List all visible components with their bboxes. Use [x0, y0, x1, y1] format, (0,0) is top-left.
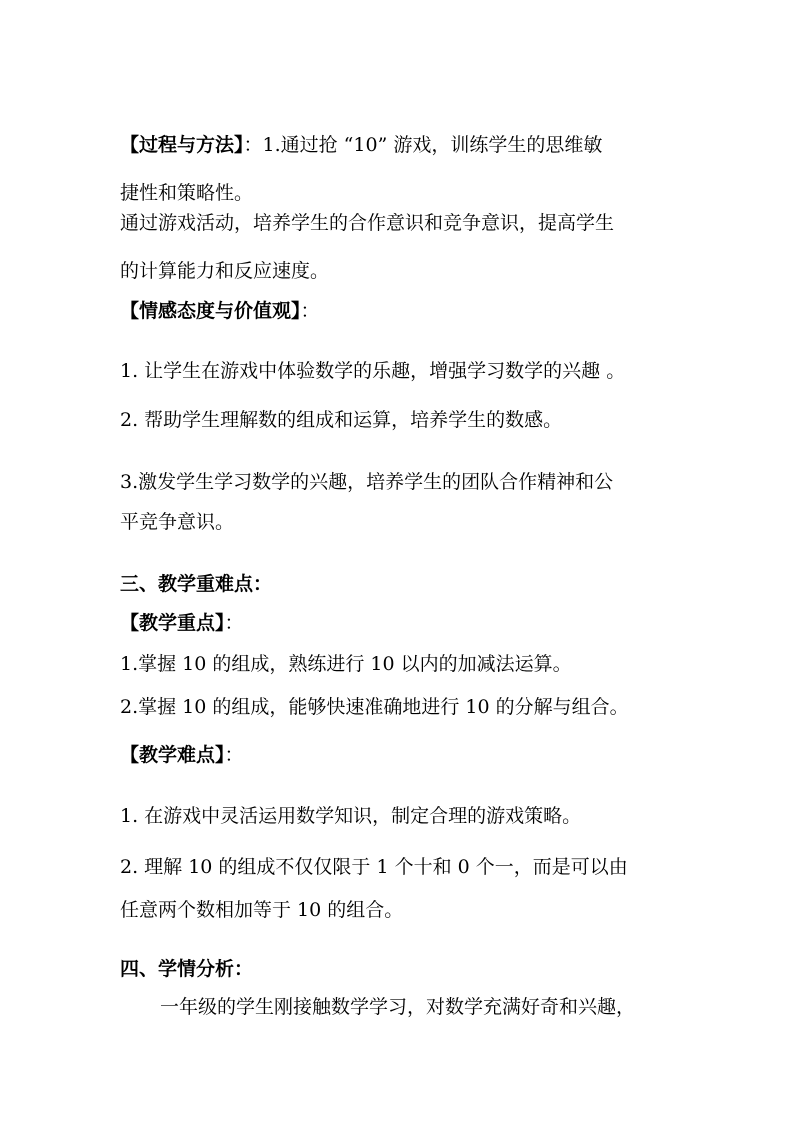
key-point-2: 2.掌握 10 的组成，能够快速准确地进行 10 的分解与组合。 — [120, 696, 629, 718]
difficult-points-heading: 【教学难点】 — [120, 744, 225, 766]
key-point-1: 1.掌握 10 的组成，熟练进行 10 以内的加减法运算。 — [120, 653, 572, 675]
difficult-points-colon: ： — [224, 744, 244, 766]
emotion-colon: ： — [300, 300, 320, 322]
emotion-item-1: 1. 让学生在游戏中体验数学的乐趣，增强学习数学的兴趣 。 — [120, 360, 626, 382]
key-points-heading-line — [120, 611, 680, 635]
key-points-colon: ： — [224, 612, 244, 634]
emotion-item-3: 3.激发学生学习数学的兴趣，培养学生的团队合作精神和公 — [120, 471, 614, 493]
difficult-point-2-cont: 任意两个数相加等于 10 的组合。 — [120, 899, 404, 921]
process-method-line-1 — [120, 133, 680, 157]
difficult-point-1: 1. 在游戏中灵活运用数学知识，制定合理的游戏策略。 — [120, 805, 582, 827]
process-method-text: ：1.通过抢 “10” 游戏，训练学生的思维敏 — [243, 134, 603, 156]
activity-line-2: 的计算能力和反应速度。 — [120, 260, 330, 282]
emotion-item-2: 2. 帮助学生理解数的组成和运算，培养学生的数感。 — [120, 409, 563, 431]
section-4-paragraph-line-1: 一年级的学生刚接触数学学习，对数学充满好奇和兴趣， — [160, 996, 636, 1018]
activity-line-1: 通过游戏活动，培养学生的合作意识和竞争意识，提高学生 — [120, 212, 615, 234]
process-method-heading: 【过程与方法】 — [120, 134, 244, 156]
section-4-title: 四、学情分析： — [120, 958, 254, 980]
emotion-heading-line — [120, 299, 680, 323]
difficult-points-heading-line — [120, 743, 680, 767]
section-3-title: 三、教学重难点： — [120, 573, 273, 595]
emotion-heading: 【情感态度与价值观】 — [120, 300, 301, 322]
difficult-point-2: 2. 理解 10 的组成不仅仅限于 1 个十和 0 个一，而是可以由 — [120, 856, 628, 878]
emotion-item-3-cont: 平竞争意识。 — [120, 511, 235, 533]
key-points-heading: 【教学重点】 — [120, 612, 225, 634]
process-method-line-2: 捷性和策略性。 — [120, 182, 254, 204]
